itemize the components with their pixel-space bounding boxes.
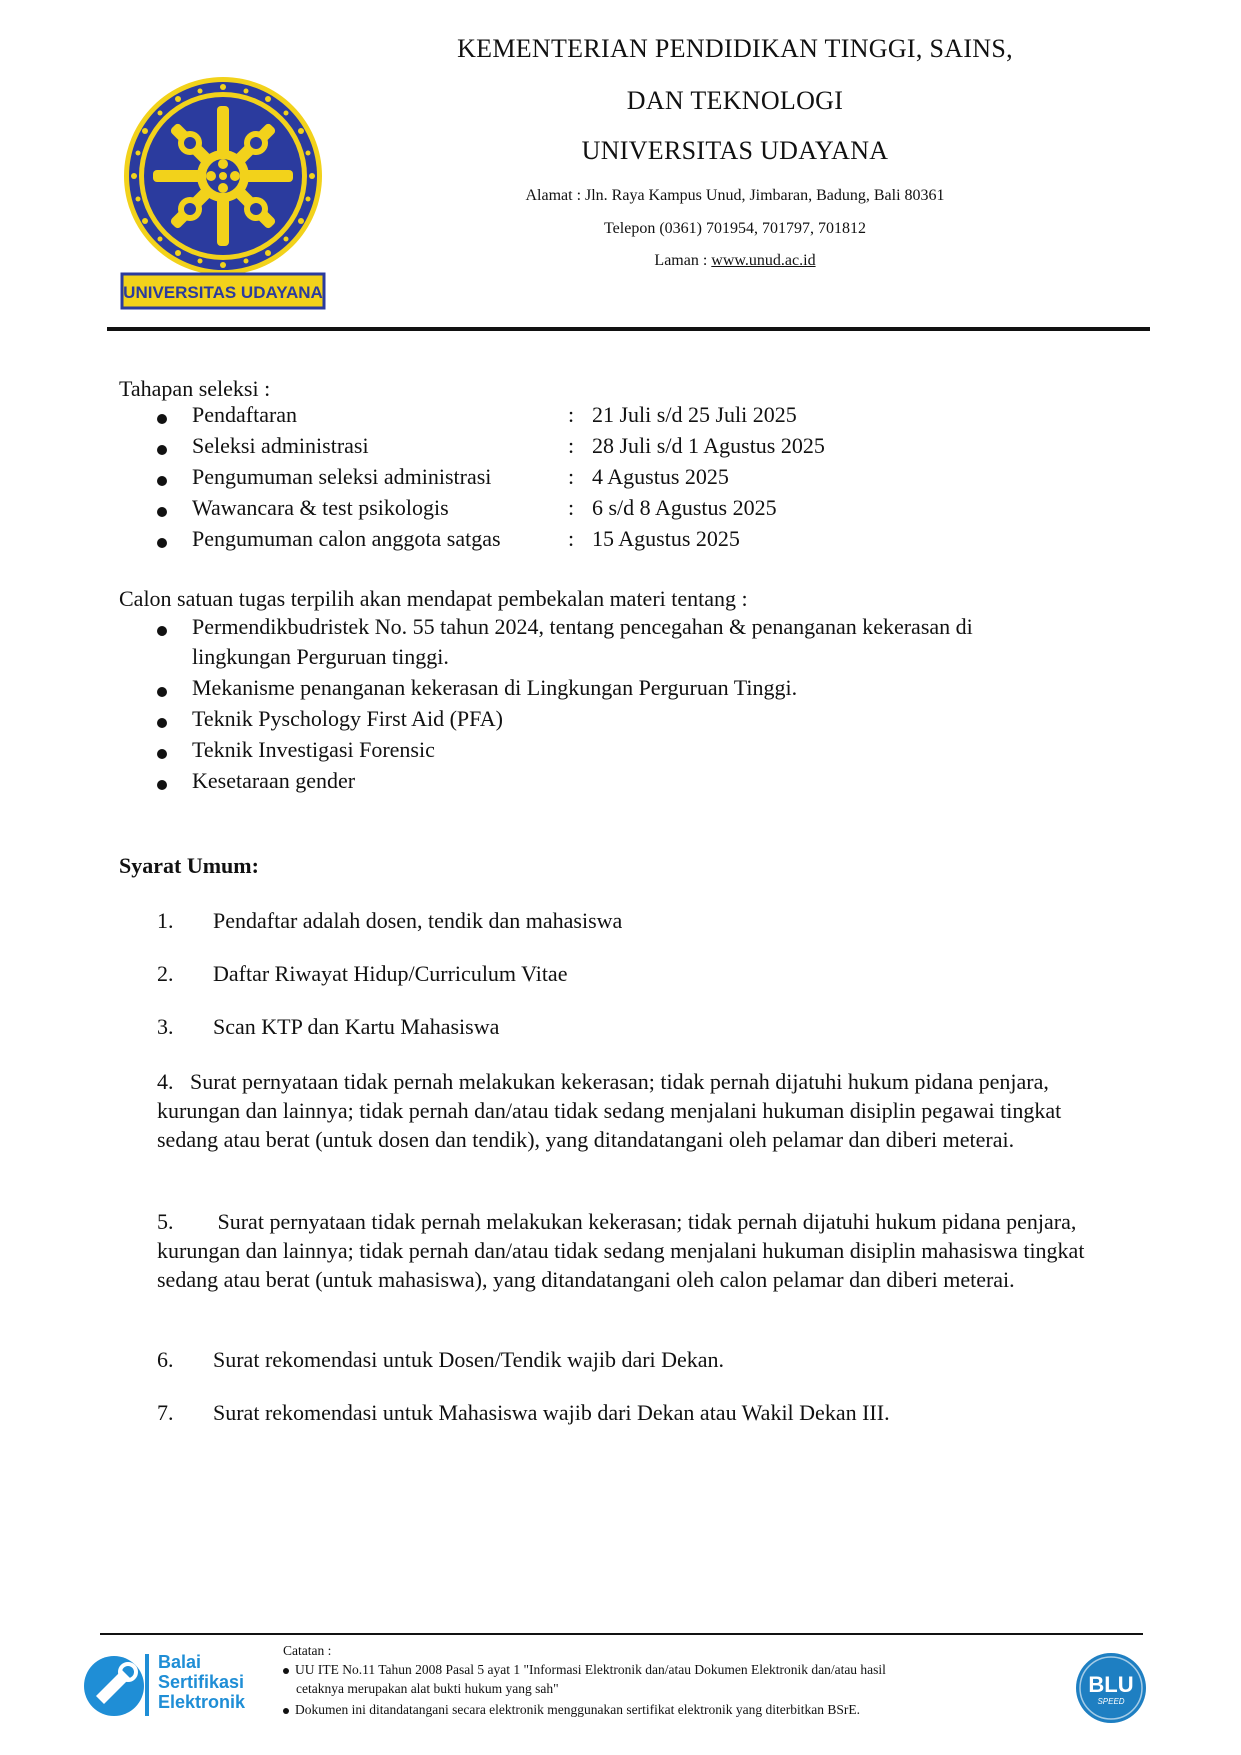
req-item: Daftar Riwayat Hidup/Curriculum Vitae [213,961,568,986]
req-item: Pendaftar adalah dosen, tendik dan mahasiswa [213,908,623,933]
logo-text: UNIVERSITAS UDAYANA [123,283,323,302]
schedule-colon: : [568,495,575,520]
footer-divider [100,1633,1143,1635]
bullet [157,507,167,517]
bullet [157,718,167,728]
req-item-4: 4. Surat pernyataan tidak pernah melakukan kekerasan; tidak pernah dijatuhi hukum pidana penjara, kurungan dan lainnya; tidak pernah dan/atau tidak sedang menjalani hukuman disiplin pegawai tingkat sedang atau berat (untuk dosen dan tendik), yang ditandatangani oleh pelamar dan diberi meterai. [157,1069,1067,1152]
training-title: Calon satuan tugas terpilih akan mendapat pembekalan materi tentang : [119,586,748,611]
blu-logo [1075,1652,1147,1724]
req-item: Scan KTP dan Kartu Mahasiswa [213,1014,500,1039]
schedule-value: 15 Agustus 2025 [592,526,740,551]
schedule-label: Wawancara & test psikologis [192,495,449,520]
schedule-label: Pengumuman calon anggota satgas [192,526,501,551]
bullet [157,414,167,424]
schedule-label: Pengumuman seleksi administrasi [192,464,492,489]
header-phone: Telepon (0361) 701954, 701797, 701812 [604,220,866,237]
schedule-value: 4 Agustus 2025 [592,464,729,489]
bullet [157,445,167,455]
footer-note-1 [283,1660,886,1679]
training-item: Teknik Investigasi Forensic [192,737,435,762]
footer-note-2 [283,1700,860,1719]
bsre-logo [82,1652,272,1718]
training-item: Teknik Pyschology First Aid (PFA) [192,706,503,731]
training-item-cont: lingkungan Perguruan tinggi. [192,644,449,669]
header-address: Alamat : Jln. Raya Kampus Unud, Jimbaran, Badung, Bali 80361 [525,187,945,204]
training-item: Kesetaraan gender [192,768,356,793]
schedule-label: Seleksi administrasi [192,433,369,458]
header-web [330,252,1140,270]
req-item: Surat rekomendasi untuk Mahasiswa wajib dari Dekan atau Wakil Dekan III. [213,1400,890,1425]
req-number: 3. [157,1014,174,1039]
footer-note-1-text: UU ITE No.11 Tahun 2008 Pasal 5 ayat 1 "Informasi Elektronik dan/atau Dokumen Elektronik dan/atau hasil [295,1662,886,1677]
schedule-value: 6 s/d 8 Agustus 2025 [592,495,777,520]
bullet [157,626,167,636]
req-number: 1. [157,908,174,933]
schedule-colon: : [568,433,575,458]
header-ministry-2: DAN TEKNOLOGI [626,86,844,115]
req-number: 6. [157,1347,174,1372]
blu-sub: SPEED [1097,1697,1125,1706]
schedule-label: Pendaftaran [192,402,298,427]
university-logo [120,76,326,310]
schedule-value: 21 Juli s/d 25 Juli 2025 [592,402,797,427]
req-number: 7. [157,1400,174,1425]
header-ministry: KEMENTERIAN PENDIDIKAN TINGGI, SAINS, [457,34,1013,63]
bullet [157,749,167,759]
req-item: Surat rekomendasi untuk Dosen/Tendik wajib dari Dekan. [213,1347,725,1372]
header-divider [107,327,1150,331]
bullet [157,780,167,790]
footer-note-title: Catatan : [283,1643,332,1658]
req-item-5: 5. Surat pernyataan tidak pernah melakukan kekerasan; tidak pernah dijatuhi hukum pidana penjara, kurungan dan lainnya; tidak pernah dan/atau tidak sedang menjalani hukuman disiplin mahasiswa tingkat sedang atau berat (untuk mahasiswa), yang ditandatangani oleh calon pelamar dan diberi meterai. [157,1209,1090,1292]
schedule-value: 28 Juli s/d 1 Agustus 2025 [592,433,825,458]
bsre-text-2: Sertifikasi [158,1672,245,1692]
training-item: Permendikbudristek No. 55 tahun 2024, tentang pencegahan & penanganan kekerasan di [192,614,973,639]
req-number: 2. [157,961,174,986]
schedule-colon: : [568,526,575,551]
requirements-title: Syarat Umum: [119,853,259,878]
bsre-text-1: Balai [158,1652,202,1672]
bullet [283,1708,289,1714]
bullet [157,476,167,486]
footer-note-1b: cetaknya merupakan alat bukti hukum yang sah" [296,1681,559,1696]
web-prefix: Laman : [654,252,712,269]
footer-note-2-text: Dokumen ini ditandatangani secara elektronik menggunakan sertifikat elektronik yang diterbitkan BSrE. [295,1702,860,1717]
schedule-colon: : [568,464,575,489]
blu-text: BLU [1088,1672,1134,1697]
schedule-title: Tahapan seleksi : [119,376,271,401]
training-item: Mekanisme penanganan kekerasan di Lingkungan Perguruan Tinggi. [192,675,798,700]
bsre-text-3: Elektronik [158,1692,246,1712]
bullet [283,1668,289,1674]
web-link[interactable]: www.unud.ac.id [711,252,816,269]
header-university: UNIVERSITAS UDAYANA [581,136,889,165]
schedule-colon: : [568,402,575,427]
bullet [157,538,167,548]
bullet [157,687,167,697]
